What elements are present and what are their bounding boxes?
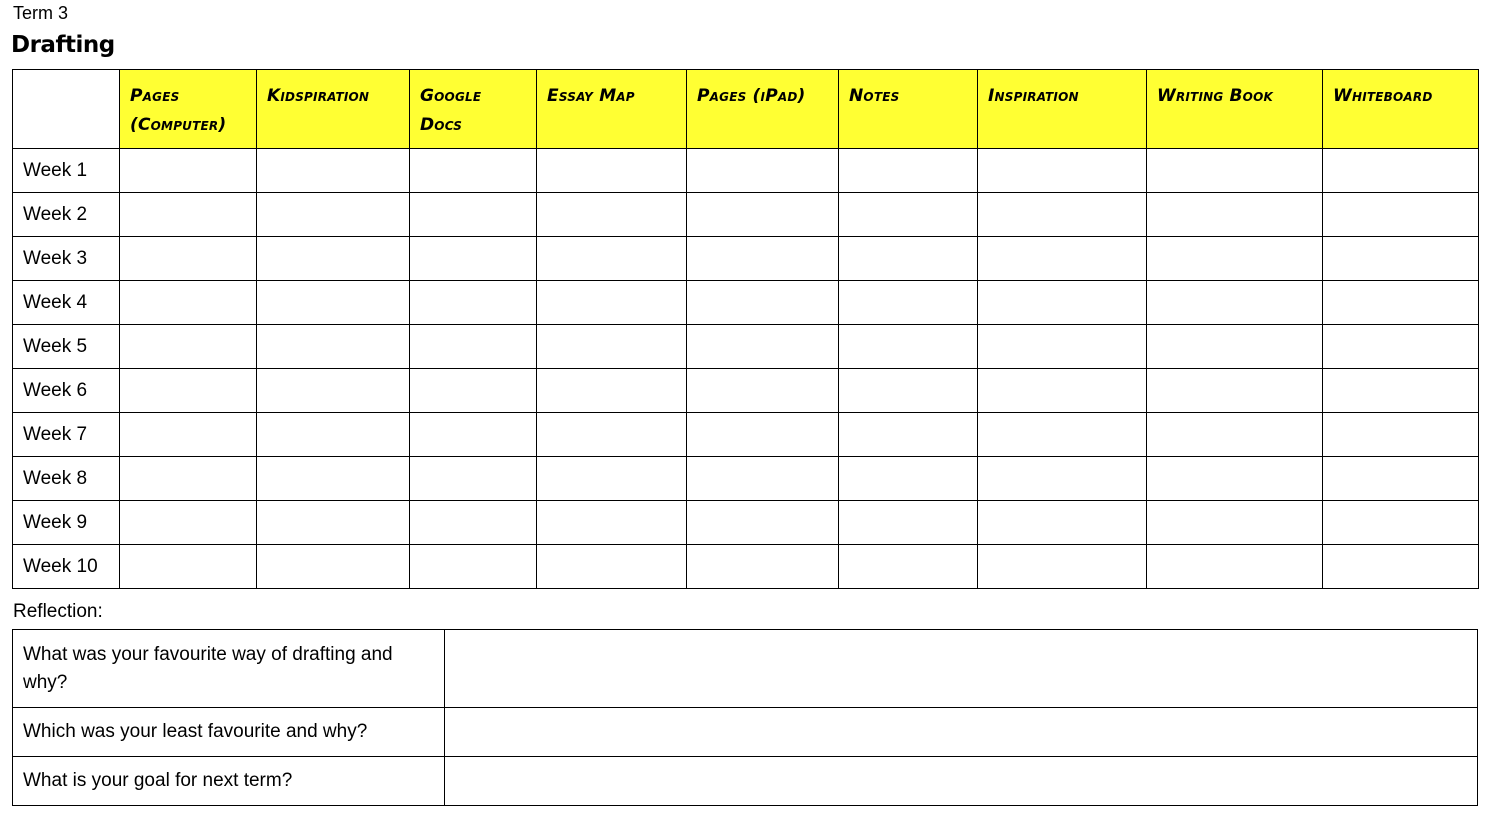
- week-label: Week 8: [13, 457, 120, 501]
- tracker-cell[interactable]: [257, 369, 410, 413]
- header-corner-cell: [13, 70, 120, 149]
- header-row: [13, 70, 1479, 149]
- tracker-cell[interactable]: [1323, 325, 1479, 369]
- reflection-answer-cell[interactable]: [445, 708, 1478, 757]
- column-header: Pages (iPad): [687, 70, 839, 149]
- reflection-question: What is your goal for next term?: [13, 757, 445, 806]
- tracker-cell[interactable]: [978, 457, 1147, 501]
- tracker-cell[interactable]: [839, 545, 978, 589]
- week-label: Week 3: [13, 237, 120, 281]
- tracker-cell[interactable]: [687, 545, 839, 589]
- tracker-cell[interactable]: [1323, 545, 1479, 589]
- tracker-cell[interactable]: [410, 281, 537, 325]
- tracker-cell[interactable]: [1147, 237, 1323, 281]
- tracker-cell[interactable]: [978, 545, 1147, 589]
- tracker-cell[interactable]: [839, 501, 978, 545]
- tracker-cell[interactable]: [839, 413, 978, 457]
- tracker-cell[interactable]: [537, 457, 687, 501]
- table-row: [13, 413, 1479, 457]
- table-row: [13, 708, 1478, 757]
- tracker-cell[interactable]: [537, 501, 687, 545]
- tracker-cell[interactable]: [687, 325, 839, 369]
- tracker-cell[interactable]: [120, 545, 257, 589]
- table-row: [13, 501, 1479, 545]
- reflection-question: Which was your least favourite and why?: [13, 708, 445, 757]
- tracker-cell[interactable]: [410, 457, 537, 501]
- week-label: Week 10: [13, 545, 120, 589]
- tracker-cell[interactable]: [120, 237, 257, 281]
- tracker-cell[interactable]: [537, 325, 687, 369]
- week-label: Week 7: [13, 413, 120, 457]
- tracker-cell[interactable]: [839, 369, 978, 413]
- tracker-cell[interactable]: [120, 457, 257, 501]
- column-header: Essay Map: [537, 70, 687, 149]
- column-header: Notes: [839, 70, 978, 149]
- week-label: Week 4: [13, 281, 120, 325]
- column-header: Whiteboard: [1323, 70, 1479, 149]
- drafting-tracker-table: [12, 69, 1479, 589]
- tracker-cell[interactable]: [839, 281, 978, 325]
- tracker-cell[interactable]: [410, 413, 537, 457]
- tracker-cell[interactable]: [978, 281, 1147, 325]
- week-label: Week 9: [13, 501, 120, 545]
- table-row: [13, 630, 1478, 708]
- tracker-cell[interactable]: [1323, 457, 1479, 501]
- tracker-cell[interactable]: [120, 193, 257, 237]
- tracker-cell[interactable]: [537, 193, 687, 237]
- tracker-cell[interactable]: [839, 325, 978, 369]
- tracker-cell[interactable]: [257, 501, 410, 545]
- tracker-cell[interactable]: [410, 325, 537, 369]
- tracker-cell[interactable]: [839, 457, 978, 501]
- table-row: [13, 369, 1479, 413]
- tracker-cell[interactable]: [839, 149, 978, 193]
- tracker-cell[interactable]: [1147, 149, 1323, 193]
- tracker-cell[interactable]: [257, 545, 410, 589]
- tracker-cell[interactable]: [537, 149, 687, 193]
- tracker-cell[interactable]: [978, 237, 1147, 281]
- reflection-label: Reflection:: [13, 601, 103, 622]
- tracker-cell[interactable]: [687, 149, 839, 193]
- tracker-cell[interactable]: [120, 413, 257, 457]
- reflection-question: What was your favourite way of drafting and why?: [13, 630, 445, 708]
- table-row: [13, 237, 1479, 281]
- tracker-cell[interactable]: [537, 369, 687, 413]
- tracker-cell[interactable]: [410, 369, 537, 413]
- tracker-cell[interactable]: [1323, 237, 1479, 281]
- tracker-cell[interactable]: [978, 501, 1147, 545]
- tracker-cell[interactable]: [839, 237, 978, 281]
- table-row: [13, 281, 1479, 325]
- tracker-cell[interactable]: [120, 281, 257, 325]
- tracker-cell[interactable]: [1147, 325, 1323, 369]
- column-header: Writing Book: [1147, 70, 1323, 149]
- tracker-cell[interactable]: [257, 457, 410, 501]
- tracker-cell[interactable]: [978, 325, 1147, 369]
- week-label: Week 5: [13, 325, 120, 369]
- tracker-cell[interactable]: [410, 193, 537, 237]
- table-row: [13, 757, 1478, 806]
- reflection-answer-cell[interactable]: [445, 630, 1478, 708]
- reflection-answer-cell[interactable]: [445, 757, 1478, 806]
- table-row: [13, 325, 1479, 369]
- week-label: Week 6: [13, 369, 120, 413]
- tracker-cell[interactable]: [537, 413, 687, 457]
- tracker-cell[interactable]: [120, 501, 257, 545]
- tracker-cell[interactable]: [687, 501, 839, 545]
- section-title: Drafting: [11, 32, 115, 58]
- tracker-cell[interactable]: [1323, 193, 1479, 237]
- tracker-cell[interactable]: [687, 193, 839, 237]
- tracker-cell[interactable]: [120, 369, 257, 413]
- tracker-cell[interactable]: [1323, 281, 1479, 325]
- tracker-cell[interactable]: [257, 325, 410, 369]
- tracker-cell[interactable]: [257, 193, 410, 237]
- tracker-cell[interactable]: [1147, 369, 1323, 413]
- tracker-cell[interactable]: [1147, 457, 1323, 501]
- tracker-cell[interactable]: [1323, 149, 1479, 193]
- tracker-cell[interactable]: [687, 281, 839, 325]
- tracker-cell[interactable]: [978, 413, 1147, 457]
- tracker-cell[interactable]: [257, 281, 410, 325]
- table-row: [13, 545, 1479, 589]
- tracker-cell[interactable]: [1323, 369, 1479, 413]
- tracker-cell[interactable]: [257, 413, 410, 457]
- tracker-cell[interactable]: [978, 369, 1147, 413]
- tracker-cell[interactable]: [1323, 413, 1479, 457]
- table-row: [13, 149, 1479, 193]
- tracker-cell[interactable]: [1323, 501, 1479, 545]
- tracker-cell[interactable]: [978, 193, 1147, 237]
- tracker-cell[interactable]: [410, 501, 537, 545]
- term-label: Term 3: [13, 3, 69, 23]
- tracker-cell[interactable]: [687, 237, 839, 281]
- table-row: [13, 193, 1479, 237]
- column-header: Inspiration: [978, 70, 1147, 149]
- column-header: Pages (Computer): [120, 70, 257, 149]
- tracker-cell[interactable]: [120, 325, 257, 369]
- table-row: [13, 457, 1479, 501]
- tracker-cell[interactable]: [839, 193, 978, 237]
- tracker-cell[interactable]: [978, 149, 1147, 193]
- tracker-cell[interactable]: [1147, 413, 1323, 457]
- reflection-table: [12, 629, 1478, 806]
- week-label: Week 2: [13, 193, 120, 237]
- tracker-cell[interactable]: [257, 237, 410, 281]
- tracker-cell[interactable]: [687, 413, 839, 457]
- tracker-cell[interactable]: [687, 457, 839, 501]
- tracker-cell[interactable]: [410, 237, 537, 281]
- tracker-cell[interactable]: [537, 237, 687, 281]
- tracker-cell[interactable]: [537, 545, 687, 589]
- tracker-cell[interactable]: [1147, 545, 1323, 589]
- tracker-cell[interactable]: [257, 149, 410, 193]
- column-header: Google Docs: [410, 70, 537, 149]
- tracker-cell[interactable]: [410, 545, 537, 589]
- tracker-cell[interactable]: [537, 281, 687, 325]
- tracker-cell[interactable]: [687, 369, 839, 413]
- tracker-cell[interactable]: [1147, 501, 1323, 545]
- week-label: Week 1: [13, 149, 120, 193]
- tracker-cell[interactable]: [120, 149, 257, 193]
- tracker-cell[interactable]: [1147, 193, 1323, 237]
- tracker-cell[interactable]: [1147, 281, 1323, 325]
- tracker-cell[interactable]: [410, 149, 537, 193]
- column-header: Kidspiration: [257, 70, 410, 149]
